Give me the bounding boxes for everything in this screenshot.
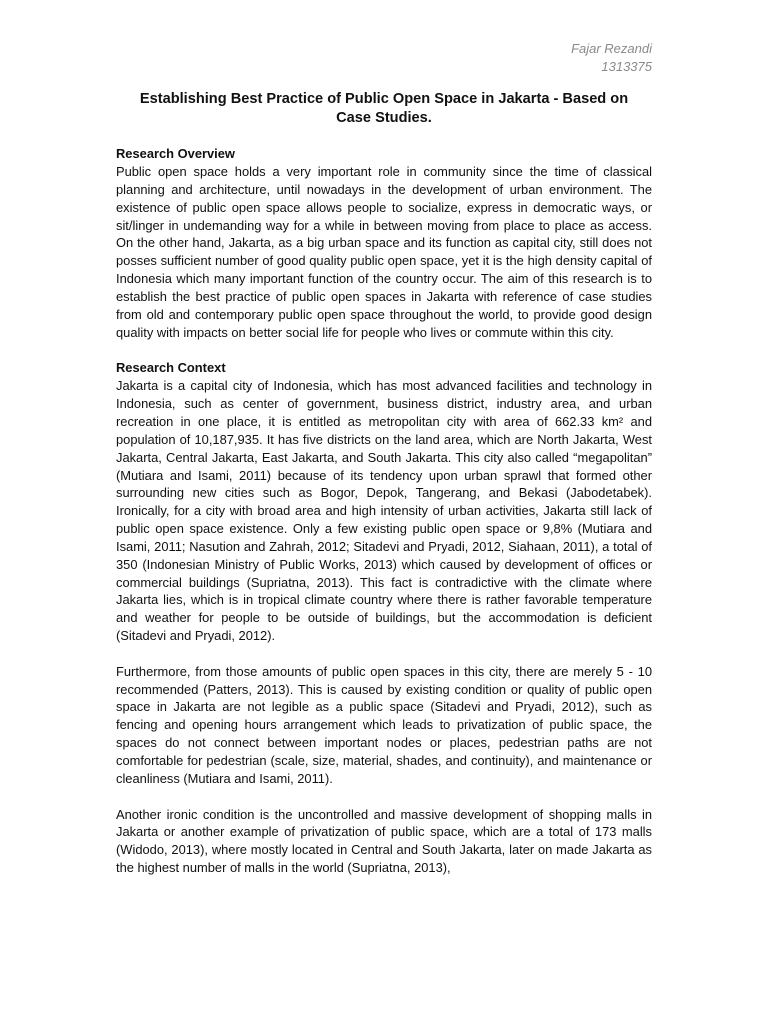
section-heading: Research Context bbox=[116, 360, 226, 376]
section-research-overview bbox=[116, 145, 652, 341]
document-page bbox=[116, 40, 652, 877]
author-name: Fajar Rezandi bbox=[571, 41, 652, 56]
paragraph: Jakarta is a capital city of Indonesia, which has most advanced facilities and technology in Indonesia, such as center of government, business district, industry area, and urban recreation in one place, it is entitled as metropolitan city with area of 662.33 km² and population of 10,187,935. It has five districts on the land area, which are North Jakarta, West Jakarta, Central Jakarta, East Jakarta, and South Jakarta. This city also called “megapolitan” (Mutiara and Isami, 2011) because of its tendency upon urban sprawl that formed other surrounding new cities such as Bogor, Depok, Tangerang, and Bekasi (Jabodetabek). Ironically, for a city with broad area and high intensity of urban activities, Jakarta still lack of public open space existence. Only a few existing public open space or 9,8% (Mutiara and Isami, 2011; Nasution and Zahrah, 2012; Sitadevi and Pryadi, 2012, Siahaan, 2011), a total of 350 (Indonesian Ministry of Public Works, 2013) which caused by development of offices or commercial buildings (Supriatna, 2013). This fact is contradictive with the climate where Jakarta lies, which is in tropical climate country where there is rather favorable temperature and weather for people to be outside of buildings, but the accommodation is deficient (Sitadevi and Pryadi, 2012). bbox=[116, 378, 652, 644]
paragraph: Public open space holds a very important role in community since the time of classical planning and architecture, until nowadays in the development of urban environment. The existence of public open space allows people to socialize, express in democratic ways, or sit/linger in undemanding way for a while in between moving from place to place as access. On the other hand, Jakarta, as a big urban space and its function as capital city, still does not posses sufficient number of good quality public open space, yet it is the high density capital of Indonesia which many important function of the country occur. The aim of this research is to establish the best practice of public open spaces in Jakarta with reference of case studies from old and contemporary public open space throughout the world, to provide good design quality with impacts on better social life for people who lives or commute within this city. bbox=[116, 164, 652, 340]
author-block bbox=[116, 40, 652, 76]
paragraph: Another ironic condition is the uncontrolled and massive development of shopping malls in Jakarta or another example of privatization of public space, which are a total of 173 malls (Widodo, 2013), where mostly located in Central and South Jakarta, later on made Jakarta as the highest number of malls in the world (Supriatna, 2013), bbox=[116, 806, 652, 876]
document-title: Establishing Best Practice of Public Open Space in Jakarta - Based on Case Studies. bbox=[139, 91, 629, 126]
paragraph: Furthermore, from those amounts of public open spaces in this city, there are merely 5 - 10 recommended (Patters, 2013). This is caused by existing condition or quality of public open space in Jakarta are not legible as a public space (Sitadevi and Pryadi, 2012), such as fencing and opening hours arrangement which leads to privatization of public space, the spaces do not connect between important nodes or places, pedestrian paths are not comfortable for pedestrian (scale, size, material, shades, and continuity), and maintenance or cleanliness (Mutiara and Isami, 2011). bbox=[116, 663, 652, 786]
section-heading: Research Overview bbox=[116, 146, 235, 161]
student-id: 1313375 bbox=[601, 59, 652, 74]
section-research-context bbox=[116, 359, 652, 877]
